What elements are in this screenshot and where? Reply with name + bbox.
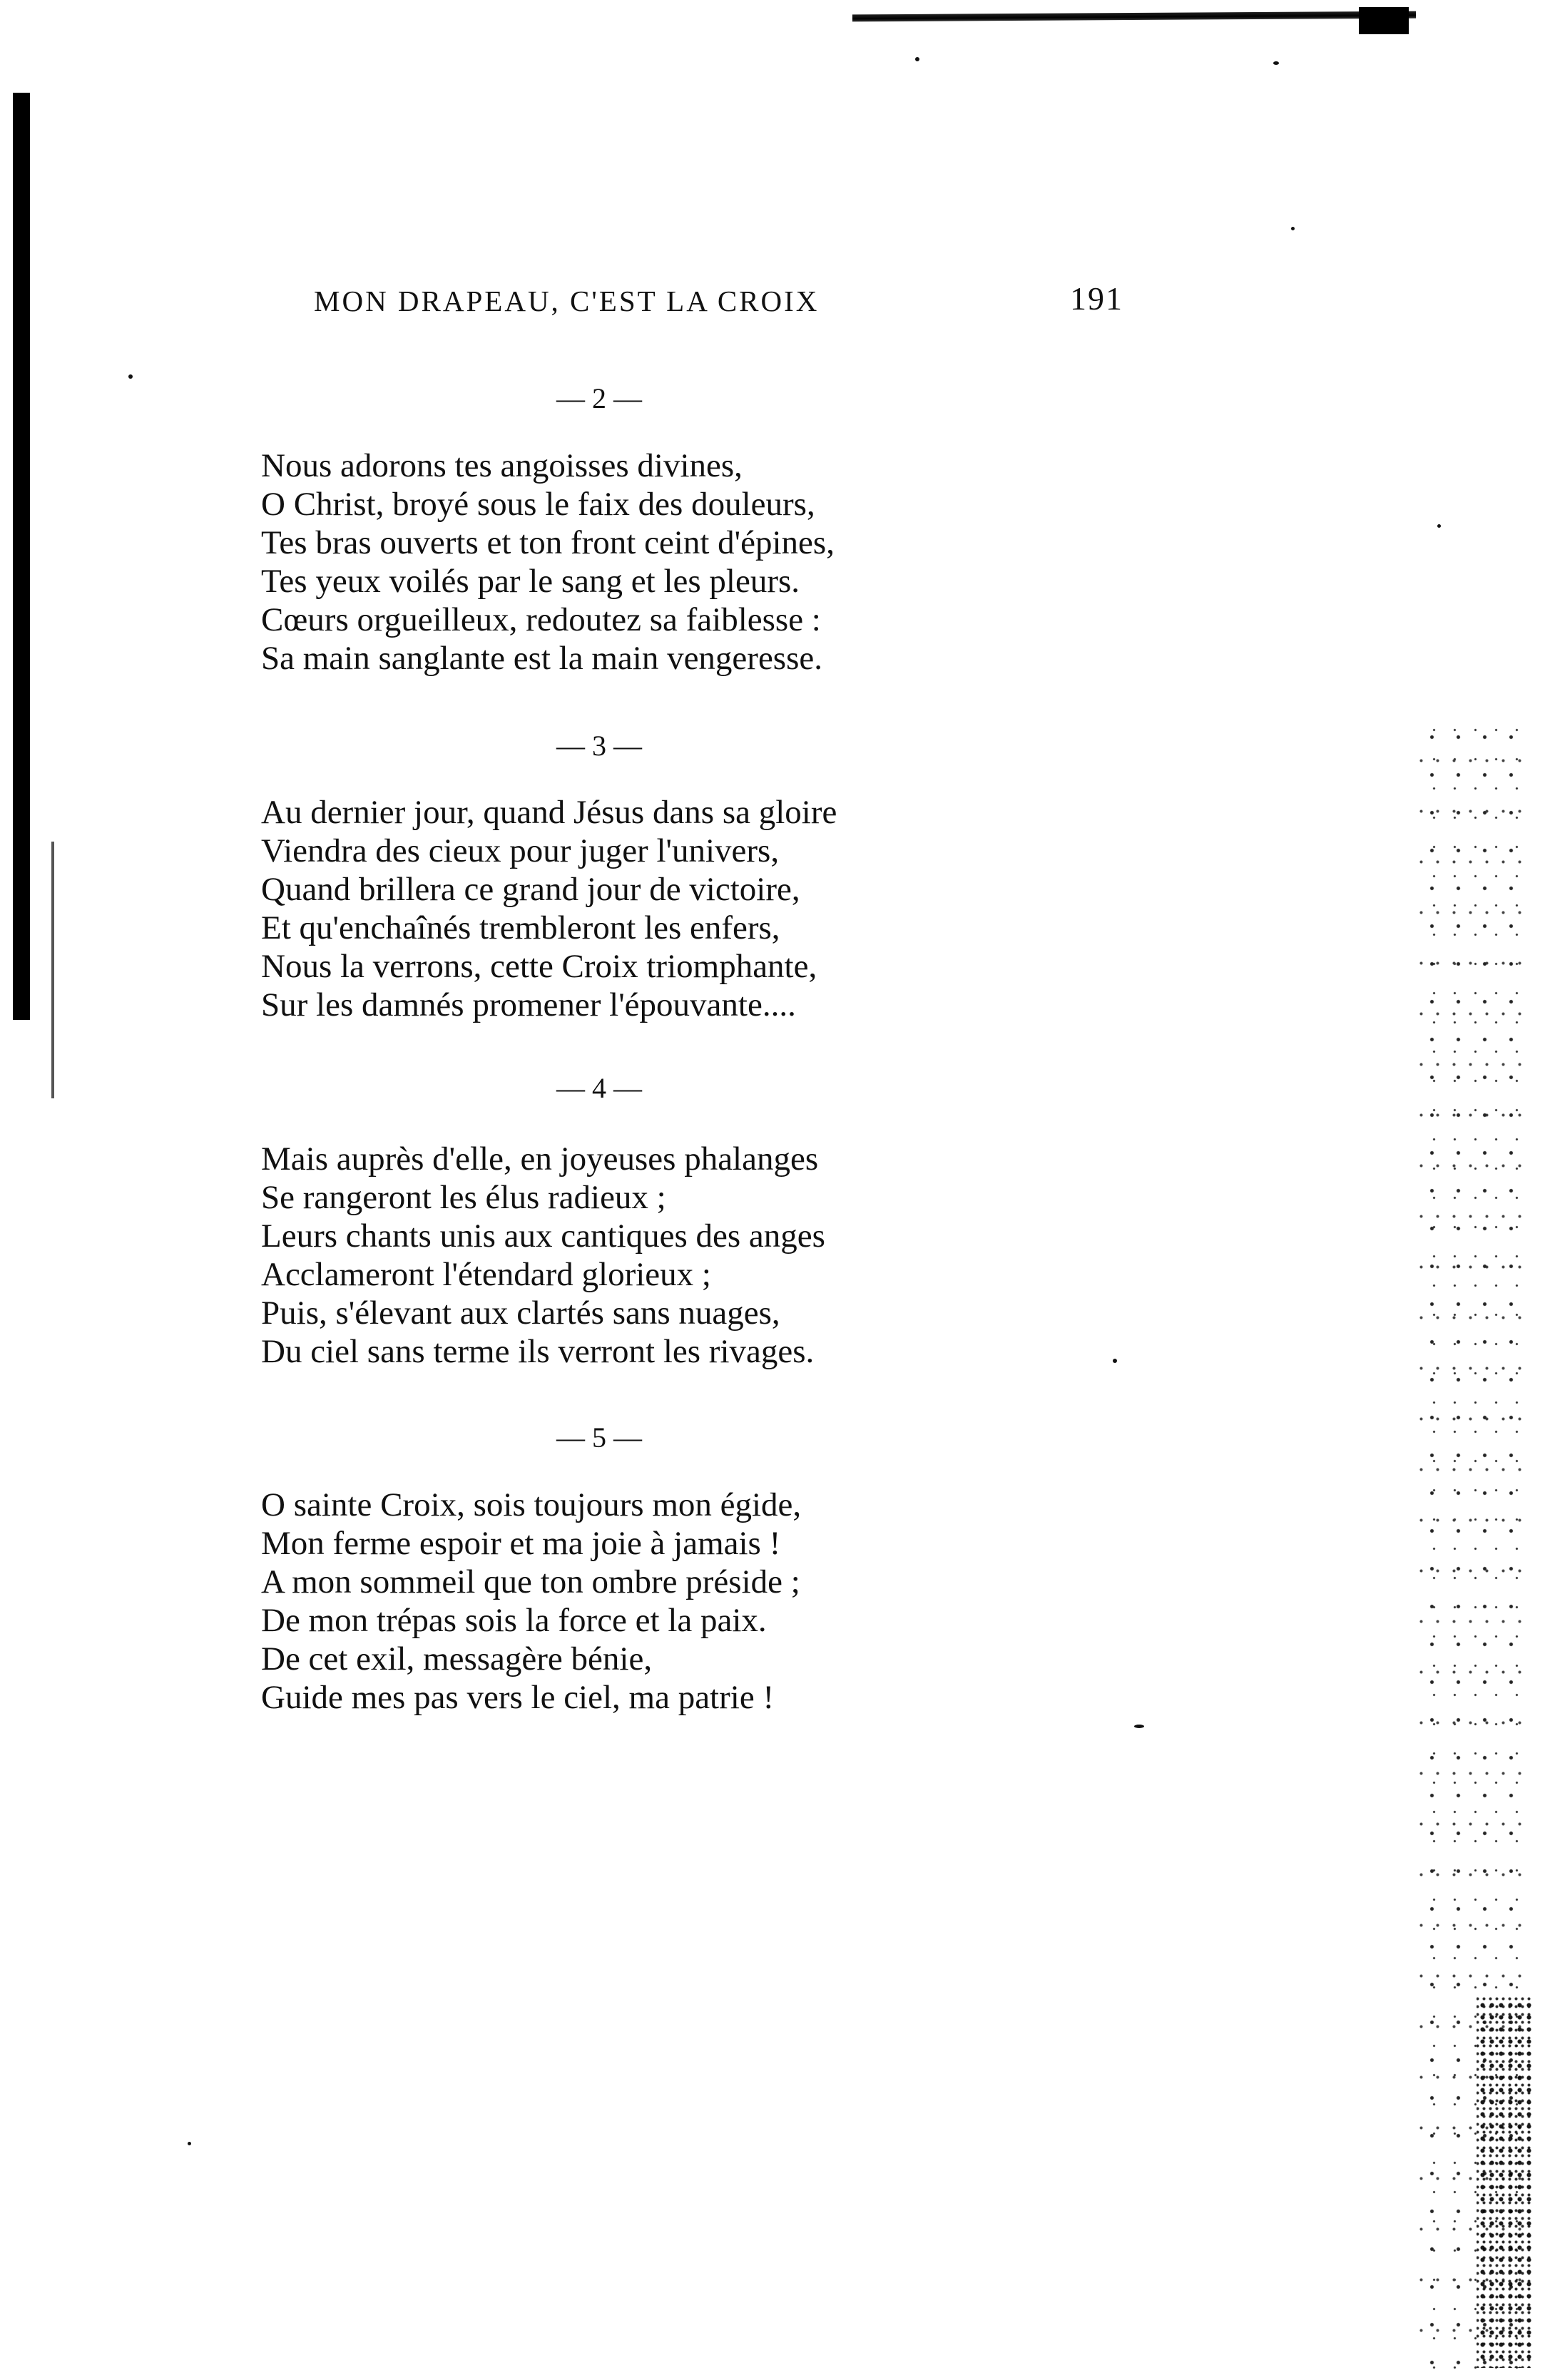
verse-line: A mon sommeil que ton ombre préside ; bbox=[261, 1563, 800, 1600]
verse-line: Puis, s'élevant aux clartés sans nuages, bbox=[261, 1294, 780, 1332]
stanza bbox=[261, 1140, 1331, 1371]
verse-line: Au dernier jour, quand Jésus dans sa gloire bbox=[261, 794, 837, 831]
scan-speck bbox=[1134, 1725, 1144, 1728]
verse-line: O Christ, broyé sous le faix des douleurs, bbox=[261, 486, 815, 523]
stanza bbox=[261, 793, 1331, 1024]
verse-line: Nous adorons tes angoisses divines, bbox=[261, 447, 743, 484]
stanza-number: — 5 — bbox=[556, 1421, 642, 1454]
verse-line: Tes bras ouverts et ton front ceint d'épines, bbox=[261, 524, 835, 561]
stanza-number: — 4 — bbox=[556, 1072, 642, 1104]
stanza-number: — 2 — bbox=[556, 382, 642, 414]
verse-line: Quand brillera ce grand jour de victoire, bbox=[261, 871, 800, 908]
verse-line: Mon ferme espoir et ma joie à jamais ! bbox=[261, 1525, 781, 1562]
verse-line: Et qu'enchaînés trembleront les enfers, bbox=[261, 909, 780, 946]
page-number: 191 bbox=[1070, 280, 1123, 317]
scan-edge-noise-dense bbox=[1477, 1997, 1534, 2368]
verse-line: De cet exil, messagère bénie, bbox=[261, 1640, 653, 1677]
scan-speck bbox=[1291, 227, 1295, 230]
verse-line: Mais auprès d'elle, en joyeuses phalanges bbox=[261, 1140, 819, 1178]
scan-rule-top-end bbox=[1359, 7, 1409, 34]
stanza bbox=[261, 1486, 1331, 1717]
verse-line: Viendra des cieux pour juger l'univers, bbox=[261, 832, 780, 869]
scan-speck bbox=[915, 57, 919, 61]
running-head: MON DRAPEAU, C'EST LA CROIX bbox=[314, 285, 820, 317]
stanza bbox=[261, 446, 1331, 678]
scan-speck bbox=[1437, 524, 1441, 528]
scan-speck bbox=[1273, 61, 1279, 65]
verse-line: Nous la verrons, cette Croix triomphante, bbox=[261, 948, 817, 985]
verse-line: Guide mes pas vers le ciel, ma patrie ! bbox=[261, 1679, 775, 1716]
verse-line: Tes yeux voilés par le sang et les pleurs. bbox=[261, 563, 800, 600]
verse-line: Acclameront l'étendard glorieux ; bbox=[261, 1256, 711, 1293]
verse-line: Se rangeront les élus radieux ; bbox=[261, 1179, 666, 1216]
scan-speck bbox=[128, 374, 133, 379]
scan-binding-edge bbox=[13, 93, 30, 1020]
verse-line: Cœurs orgueilleux, redoutez sa faiblesse : bbox=[261, 601, 821, 638]
scan-speck bbox=[188, 2142, 191, 2145]
stanza-number: — 3 — bbox=[556, 730, 642, 762]
verse-line: Sur les damnés promener l'épouvante.... bbox=[261, 986, 796, 1023]
verse-line: Du ciel sans terme ils verront les rivages. bbox=[261, 1333, 815, 1370]
verse-line: Leurs chants unis aux cantiques des anges bbox=[261, 1217, 825, 1255]
scan-rule-top bbox=[852, 11, 1416, 22]
verse-line: O sainte Croix, sois toujours mon égide, bbox=[261, 1486, 802, 1523]
scan-binding-line bbox=[51, 842, 54, 1098]
verse-line: Sa main sanglante est la main vengeresse. bbox=[261, 640, 822, 677]
verse-line: De mon trépas sois la force et la paix. bbox=[261, 1602, 767, 1639]
